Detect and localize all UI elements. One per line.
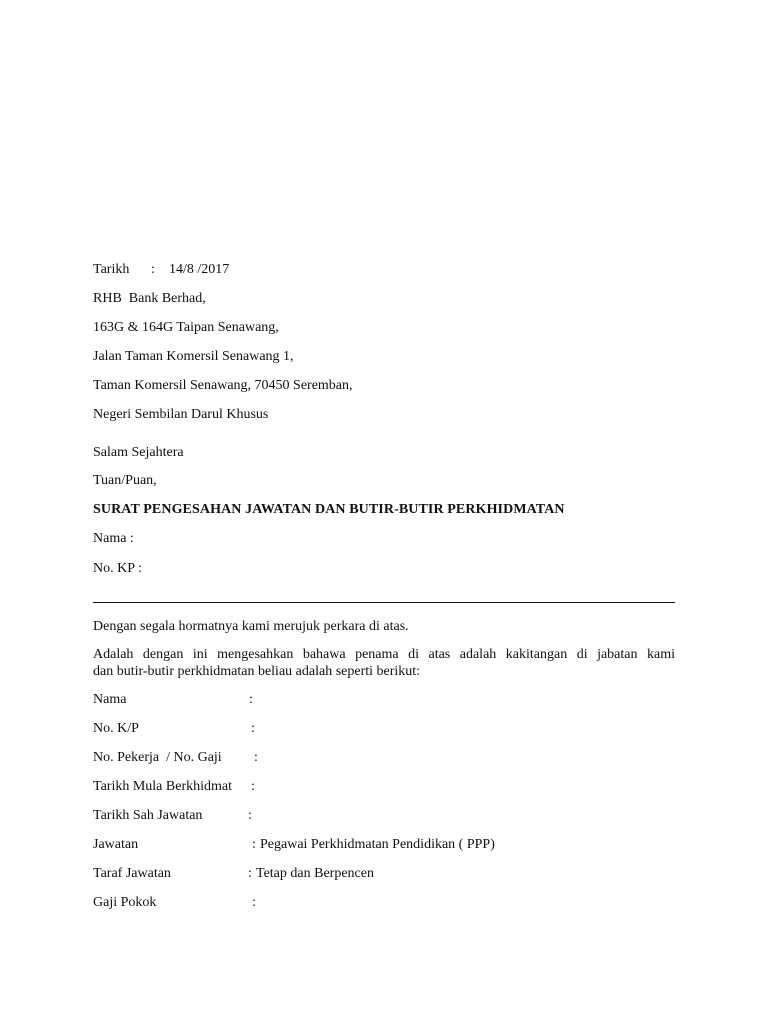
- detail-label: Jawatan: [93, 837, 139, 852]
- address-line-5: Negeri Sembilan Darul Khusus: [93, 407, 269, 422]
- date-value: 14/8 /2017: [169, 262, 230, 277]
- intro-paragraph: Dengan segala hormatnya kami merujuk perkara di atas.: [93, 619, 409, 634]
- detail-label: Tarikh Mula Berkhidmat: [93, 779, 232, 794]
- address-line-3: Jalan Taman Komersil Senawang 1,: [93, 349, 294, 364]
- detail-label: No. Pekerja / No. Gaji: [93, 750, 222, 765]
- greeting: Salam Sejahtera: [93, 445, 184, 460]
- detail-colon: :: [248, 866, 252, 881]
- date-colon: :: [151, 262, 155, 277]
- detail-colon: :: [251, 779, 255, 794]
- body-paragraph: [93, 646, 675, 680]
- detail-colon: :: [254, 750, 258, 765]
- salutation: Tuan/Puan,: [93, 473, 157, 488]
- detail-colon: :: [252, 837, 256, 852]
- detail-colon: :: [251, 721, 255, 736]
- detail-colon: :: [248, 808, 252, 823]
- detail-label: Taraf Jawatan: [93, 866, 171, 881]
- address-line-1: RHB Bank Berhad,: [93, 291, 206, 306]
- subject-divider: [93, 602, 675, 603]
- body-line-2: dan butir-butir perkhidmatan beliau adalah seperti berikut:: [93, 664, 421, 679]
- detail-row-basic-salary: [93, 894, 678, 966]
- address-line-2: 163G & 164G Taipan Senawang,: [93, 320, 279, 335]
- detail-value: Pegawai Perkhidmatan Pendidikan ( PPP): [260, 837, 495, 852]
- detail-label: Gaji Pokok: [93, 895, 157, 910]
- address-line-4: Taman Komersil Senawang, 70450 Seremban,: [93, 378, 353, 393]
- ref-ic-label: No. KP :: [93, 561, 142, 576]
- detail-value: Tetap dan Berpencen: [256, 866, 374, 881]
- detail-label: Nama: [93, 692, 127, 707]
- ref-name-label: Nama :: [93, 531, 134, 546]
- letter-subject: SURAT PENGESAHAN JAWATAN DAN BUTIR-BUTIR PERKHIDMATAN: [93, 502, 565, 517]
- body-line-1: Adalah dengan ini mengesahkan bahawa penama di atas adalah kakitangan di jabatan kami: [93, 647, 675, 662]
- date-label: Tarikh: [93, 262, 130, 277]
- detail-colon: :: [249, 692, 253, 707]
- detail-colon: :: [252, 895, 256, 910]
- detail-label: Tarikh Sah Jawatan: [93, 808, 203, 823]
- detail-label: No. K/P: [93, 721, 139, 736]
